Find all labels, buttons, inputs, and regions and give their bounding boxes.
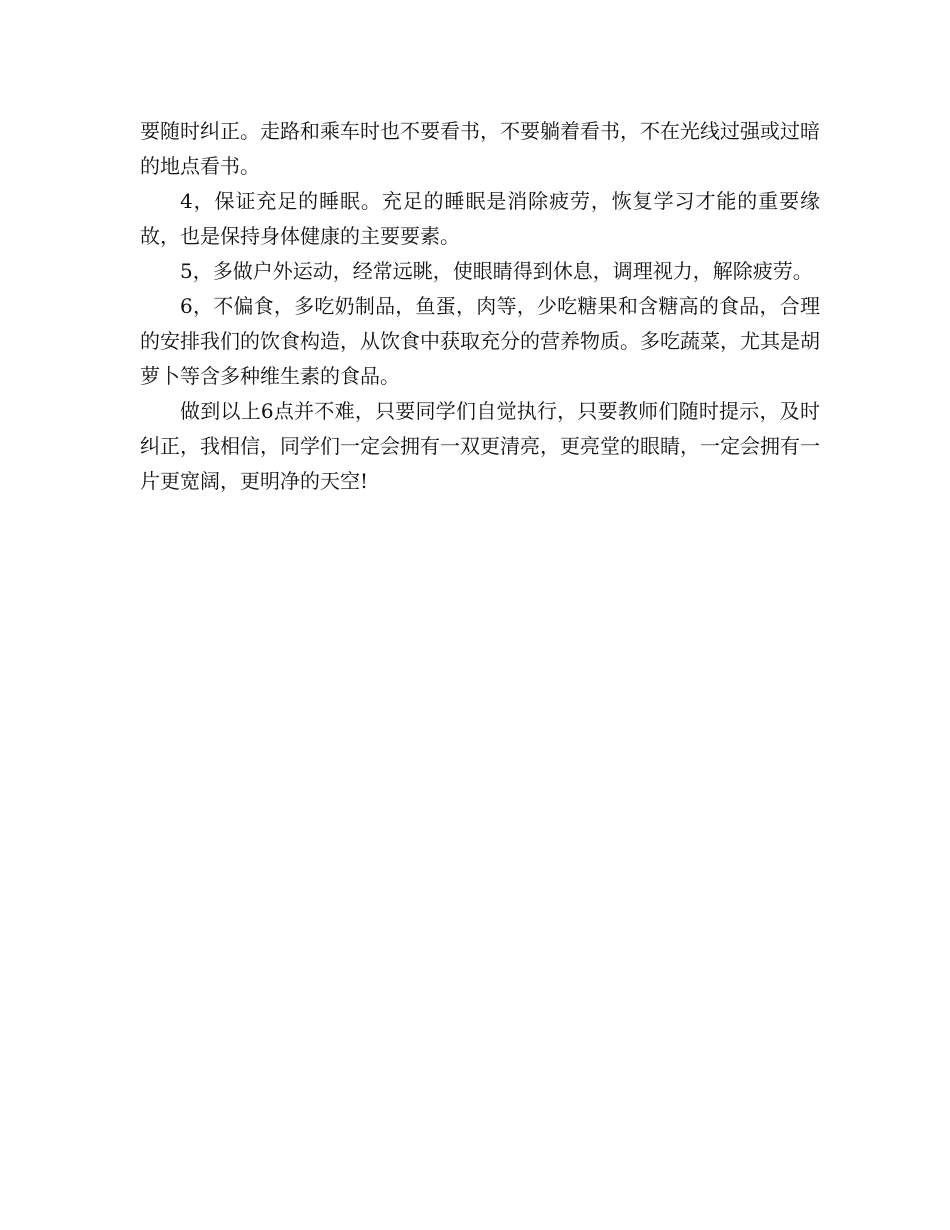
paragraph-item-4-sleep: 4，保证充足的睡眠。充足的睡眠是消除疲劳，恢复学习才能的重要缘故，也是保持身体健康的主要要素。	[140, 189, 820, 248]
paragraph-item-5-outdoor: 5，多做户外运动，经常远眺，使眼睛得到休息，调理视力，解除疲劳。	[180, 259, 813, 283]
document-body	[140, 114, 820, 499]
paragraph-continuation: 要随时纠正。走路和乘车时也不要看书，不要躺着看书，不在光线过强或过暗的地点看书。	[140, 119, 820, 178]
paragraph-conclusion: 做到以上6点并不难，只要同学们自觉执行，只要教师们随时提示，及时纠正，我相信，同学们一定会拥有一双更清亮，更亮堂的眼睛，一定会拥有一片更宽阔，更明净的天空!	[140, 399, 820, 493]
paragraph-item-6-diet: 6，不偏食，多吃奶制品，鱼蛋，肉等，少吃糖果和含糖高的食品，合理的安排我们的饮食构造，从饮食中获取充分的营养物质。多吃蔬菜，尤其是胡萝卜等含多种维生素的食品。	[140, 294, 820, 388]
